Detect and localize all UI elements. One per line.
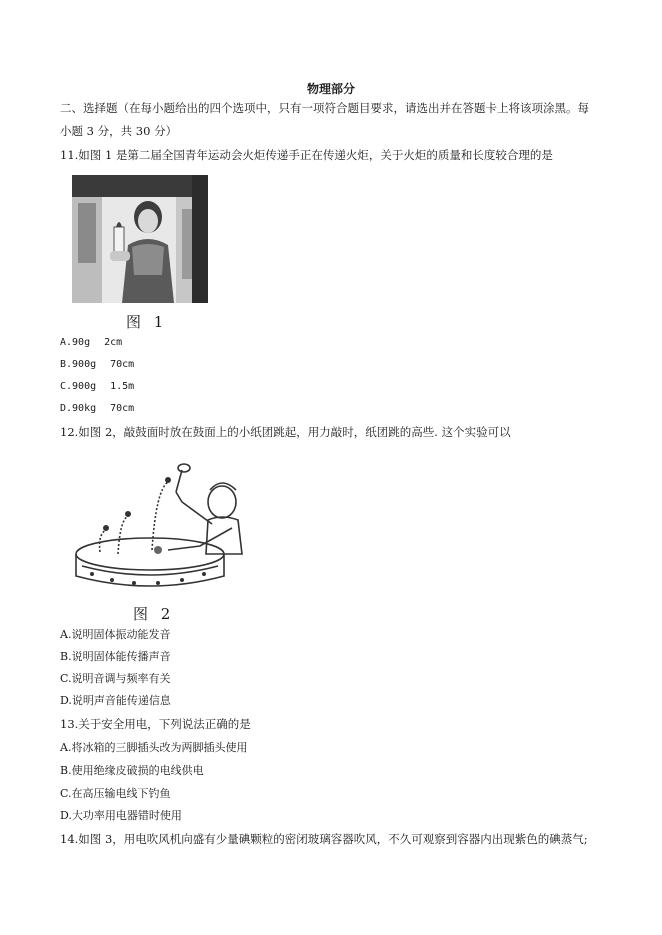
option-label: A.90g — [60, 337, 91, 348]
option-value: 2cm — [104, 337, 123, 348]
q13-option-d: D.大功率用电器错时使用 — [60, 809, 182, 822]
q13-option-b: B.使用绝缘皮破损的电线供电 — [60, 764, 204, 777]
q13-option-a: A.将冰箱的三脚插头改为两脚插头使用 — [60, 741, 248, 754]
q12-option-d: D.说明声音能传递信息 — [60, 694, 171, 707]
option-value: 70cm — [110, 359, 135, 370]
section-title: 物理部分 — [306, 82, 355, 96]
q12-option-a: A.说明固体振动能发音 — [60, 628, 171, 641]
option-label: C.900g — [60, 381, 97, 392]
option-value: 70cm — [110, 403, 135, 414]
q11-option-b — [60, 357, 134, 373]
instructions-line-2: 小题 3 分，共 30 分） — [60, 124, 178, 138]
figure-2-caption: 图 2 — [133, 605, 175, 623]
option-label: D.90kg — [60, 403, 97, 414]
q13-option-c: C.在高压输电线下钓鱼 — [60, 787, 171, 800]
figure-1-torch-bearer-photo — [72, 175, 208, 303]
figure-2-drum-illustration — [72, 450, 252, 598]
q11-option-a — [60, 335, 122, 351]
q11-stem: 11.如图 1 是第二届全国青年运动会火炬传递手正在传递火炬，关于火炬的质量和长度较合理的是 — [60, 148, 553, 162]
figure-1-caption: 图 1 — [126, 313, 168, 331]
instructions-line-1: 二、选择题（在每小题给出的四个选项中，只有一项符合题目要求，请选出并在答题卡上将该项涂黑。每 — [60, 101, 589, 115]
q12-option-c: C.说明音调与频率有关 — [60, 672, 171, 685]
q12-stem: 12.如图 2，敲鼓面时放在鼓面上的小纸团跳起，用力敲时，纸团跳的高些. 这个实验可以 — [60, 425, 511, 439]
q14-stem: 14.如图 3，用电吹风机向盛有少量碘颗粒的密闭玻璃容器吹风，不久可观察到容器内出现紫色的碘蒸气; — [60, 832, 588, 846]
q12-option-b: B.说明固体能传播声音 — [60, 650, 171, 663]
option-label: B.900g — [60, 359, 97, 370]
q11-option-c — [60, 379, 134, 395]
option-value: 1.5m — [110, 381, 135, 392]
q11-option-d — [60, 401, 134, 417]
q13-stem: 13.关于安全用电，下列说法正确的是 — [60, 717, 251, 731]
